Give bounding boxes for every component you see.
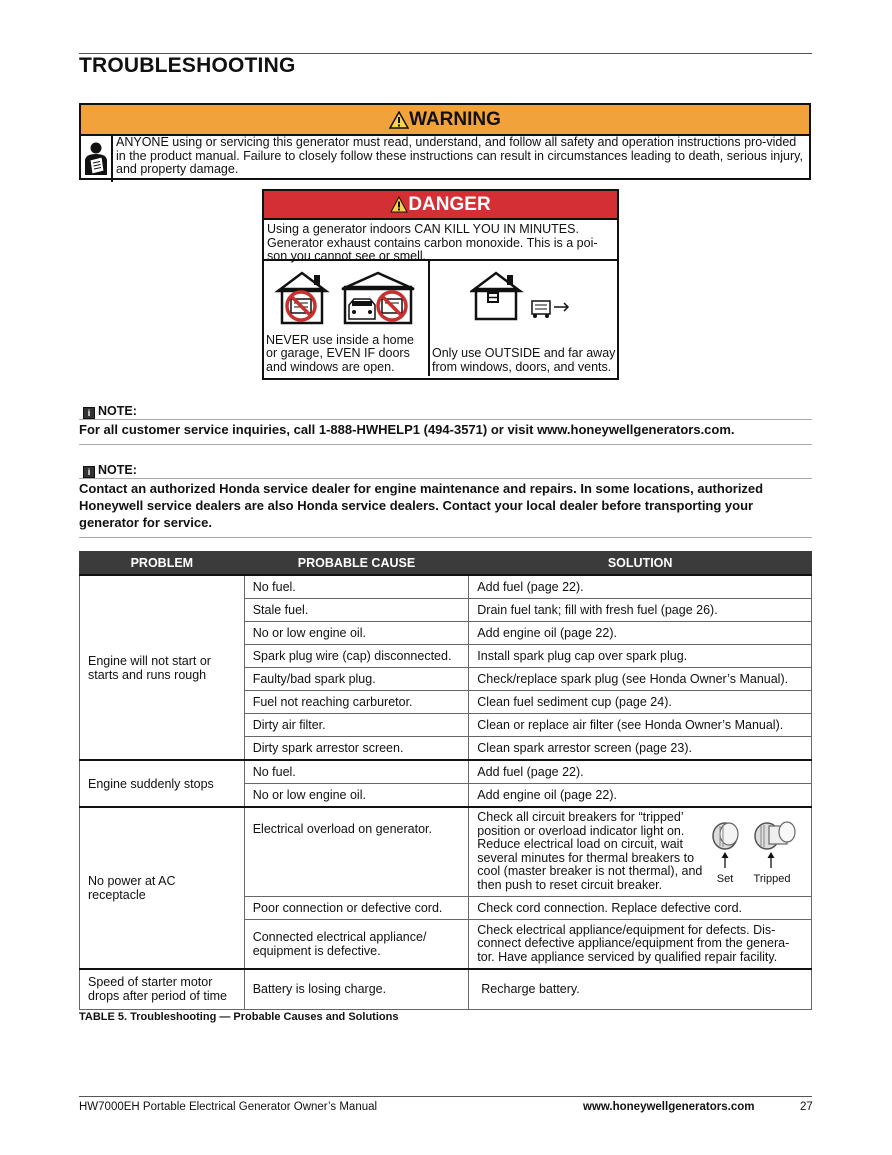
solution-cell: Check/replace spark plug (see Honda Owner’s Manual). <box>469 668 812 691</box>
solution-cell: Check electrical appliance/equipment for defects. Dis-connect defective appliance/equipment from the genera-tor. Have appliance serviced by qualified repair facility. <box>469 919 812 969</box>
warning-triangle-icon <box>390 196 408 213</box>
table-row <box>80 969 812 1009</box>
problem-cell: Speed of starter motor drops after period of time <box>80 969 245 1009</box>
solution-cell: Clean spark arrestor screen (page 23). <box>469 737 812 761</box>
no-generator-garage-icon <box>340 269 416 327</box>
header-solution: SOLUTION <box>469 552 812 576</box>
note-label: i NOTE: <box>83 463 137 478</box>
solution-cell: Recharge battery. <box>469 969 812 1009</box>
danger-panel-never-indoors <box>264 261 430 376</box>
use-outside-caption: Only use OUTSIDE and far away from windows, doors, and vents. <box>432 346 616 374</box>
danger-label: DANGER <box>408 194 491 215</box>
cause-cell: Faulty/bad spark plug. <box>244 668 469 691</box>
note-rule <box>79 444 812 445</box>
danger-box <box>262 189 619 380</box>
no-generator-indoors-icon <box>274 269 334 327</box>
solution-cell-breakers <box>469 807 812 896</box>
circuit-breaker-icon <box>711 814 803 886</box>
table-row <box>80 807 812 896</box>
header-problem: PROBLEM <box>80 552 245 576</box>
cause-cell: Electrical overload on generator. <box>244 807 469 896</box>
problem-cell: Engine will not start or starts and runs rough <box>80 575 245 760</box>
note-rule <box>79 419 812 420</box>
warning-text: ANYONE using or servicing this generator must read, understand, and follow all safety and operation instructions pro-vided in the product manual. Failure to closely follow these instructions can result in circumstances leading to death, serious injury, and property damage. <box>116 135 803 176</box>
solution-cell: Add fuel (page 22). <box>469 575 812 599</box>
table-header-row <box>80 552 812 576</box>
cause-cell: Poor connection or defective cord. <box>244 896 469 919</box>
table-caption: TABLE 5. Troubleshooting — Probable Causes and Solutions <box>79 1011 399 1023</box>
note-label: i NOTE: <box>83 404 137 419</box>
read-manual-icon <box>81 141 111 177</box>
breaker-tripped-label: Tripped <box>753 873 791 885</box>
danger-text: Using a generator indoors CAN KILL YOU IN MINUTES. Generator exhaust contains carbon monoxide. This is a poi-son you cannot see or smell. <box>264 220 617 261</box>
danger-header <box>264 191 617 220</box>
cause-cell: Dirty air filter. <box>244 714 469 737</box>
generator-outside-icon <box>530 297 572 319</box>
table-row <box>80 575 812 599</box>
note-rule <box>79 537 812 538</box>
cause-cell: Fuel not reaching carburetor. <box>244 691 469 714</box>
cause-cell: Battery is losing charge. <box>244 969 469 1009</box>
cause-cell: Dirty spark arrestor screen. <box>244 737 469 761</box>
warning-header <box>81 105 809 136</box>
troubleshooting-table <box>79 551 812 1010</box>
cause-cell: No fuel. <box>244 575 469 599</box>
info-icon: i <box>83 466 95 478</box>
solution-cell: Drain fuel tank; fill with fresh fuel (page 26). <box>469 599 812 622</box>
header-probable-cause: PROBABLE CAUSE <box>244 552 469 576</box>
solution-cell: Add engine oil (page 22). <box>469 622 812 645</box>
solution-cell: Add fuel (page 22). <box>469 760 812 784</box>
breaker-set-label: Set <box>716 873 734 885</box>
cause-cell: No fuel. <box>244 760 469 784</box>
cause-cell: Stale fuel. <box>244 599 469 622</box>
footer-rule <box>79 1096 812 1097</box>
warning-triangle-icon <box>389 111 409 129</box>
never-indoors-caption: NEVER use inside a home or garage, EVEN IF doors and windows are open. <box>266 332 414 374</box>
warning-label: WARNING <box>409 109 501 130</box>
note-text-honda-dealer: Contact an authorized Honda service dealer for engine maintenance and repairs. In some locations, authorized Honeywell service dealers are also Honda service dealers. Contact your local dealer before transporting your generator for service. <box>79 481 764 530</box>
note-rule <box>79 478 812 479</box>
note-text-customer-service: For all customer service inquiries, call 1-888-HWHELP1 (494-3571) or visit www.honeywellgenerators.com. <box>79 422 735 437</box>
footer-website: www.honeywellgenerators.com <box>583 1101 755 1113</box>
solution-text: Check all circuit breakers for “tripped’ position or overload indicator light on. Reduce electrical load on circuit, wait several minutes for thermal breakers to cool (master breaker is not thermal), and then push to reset circuit breaker. <box>477 810 703 892</box>
solution-cell: Clean fuel sediment cup (page 24). <box>469 691 812 714</box>
read-manual-cell <box>81 136 113 182</box>
page-title: TROUBLESHOOTING <box>79 54 296 77</box>
danger-panel-use-outside <box>430 261 617 376</box>
solution-cell: Check cord connection. Replace defective cord. <box>469 896 812 919</box>
warning-box <box>79 103 811 180</box>
problem-cell: No power at AC receptacle <box>80 807 245 969</box>
footer-manual-title: HW7000EH Portable Electrical Generator Owner’s Manual <box>79 1101 378 1113</box>
cause-cell: Spark plug wire (cap) disconnected. <box>244 645 469 668</box>
table-row <box>80 760 812 784</box>
cause-cell: No or low engine oil. <box>244 784 469 808</box>
cause-cell: No or low engine oil. <box>244 622 469 645</box>
house-icon <box>470 269 524 321</box>
solution-cell: Clean or replace air filter (see Honda Owner’s Manual). <box>469 714 812 737</box>
info-icon: i <box>83 407 95 419</box>
page-number: 27 <box>800 1101 813 1113</box>
solution-cell: Add engine oil (page 22). <box>469 784 812 808</box>
solution-cell: Install spark plug cap over spark plug. <box>469 645 812 668</box>
cause-cell: Connected electrical appliance/ equipment is defective. <box>244 919 469 969</box>
problem-cell: Engine suddenly stops <box>80 760 245 807</box>
